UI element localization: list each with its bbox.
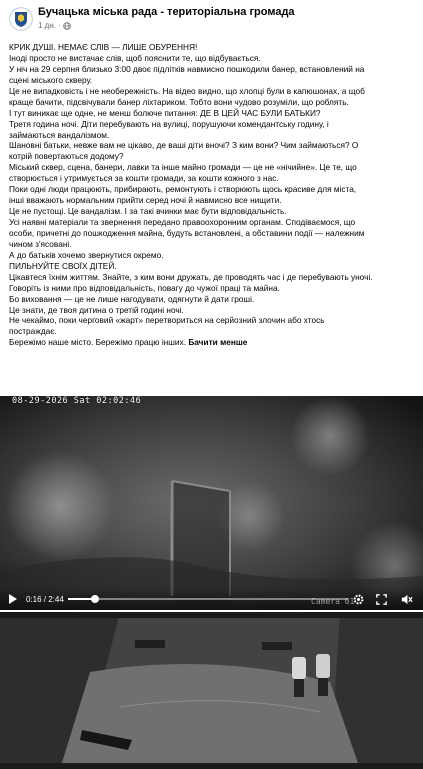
post-line: А до батьків хочемо звернутися окремо. (9, 249, 164, 260)
gear-icon[interactable] (352, 593, 365, 606)
post-line: КРИК ДУШІ. НЕМАЄ СЛІВ — ЛИШЕ ОБУРЕННЯ! (9, 42, 198, 52)
post-time[interactable]: 1 дн. (38, 21, 56, 30)
play-icon[interactable] (9, 594, 17, 604)
volume-icon[interactable] (400, 593, 413, 606)
video-controls (0, 588, 423, 610)
post-last-line (9, 337, 417, 348)
post-line: Бо виховання — це не лише нагодувати, одягнути й дати гроші. (9, 293, 255, 304)
post-line: чином з'ясовані. (9, 238, 72, 249)
square-camera-scene (0, 612, 423, 769)
meta-separator: · (57, 21, 61, 30)
post-line: У ніч на 29 серпня близько 3:00 двоє підлітків навмисно пошкодили банер, встановлений на (9, 63, 365, 74)
post-line: Міський сквер, сцена, банери, лавки та інше майно громади — це не «нічийне». Це те, що (9, 162, 357, 173)
post-line: Усі наявні матеріали та звернення передано правоохоронним органам. Сподіваємося, що (9, 217, 356, 227)
video-progress-bar[interactable] (68, 598, 348, 600)
post-line: Третя година ночі. Діти перебувають на вулиці, порушуючи комендантську годину, і (9, 118, 329, 129)
video-time: 0:16 / 2:44 (26, 595, 64, 604)
post-line: займаються вандалізмом. (9, 129, 110, 140)
post-line: І тут виникає ще одне, не менш болюче питання: ДЕ В ЦЕЙ ЧАС БУЛИ БАТЬКИ? (9, 107, 321, 118)
globe-icon (63, 22, 71, 30)
post-line: інші вважають нормальним прийти серед ночі й навмисно все нищити. (9, 195, 282, 206)
post-line: Цікавтеся їхнім життям. Знайте, з ким вони дружать, де проводять час і де перебувають уночі. (9, 271, 373, 282)
post-line: Шановні батьки, невже вам не цікаво, де ваші діти вночі? З ким вони? Чим займаються? О (9, 140, 359, 151)
camera-label: Camera 01 (311, 597, 355, 606)
post-line: Не чекаймо, поки черговий «жарт» перетвориться на серйозний злочин або хтось (9, 315, 325, 326)
video-progress-handle[interactable] (91, 595, 99, 603)
post-line: особи, причетні до пошкодження майна, будуть встановлені, а обставини події — належним (9, 227, 365, 238)
post-line: Іноді просто не вистачає слів, щоб пояснити те, що відбувається. (9, 52, 261, 63)
see-less-button[interactable]: Бачити менше (188, 337, 248, 348)
post-line: постраждає. (9, 326, 57, 337)
video-frame-stage-camera (0, 396, 423, 610)
post-line: краще бачити, підсвічували банер ліхтариком. Тобто вони чудово розуміли, що роблять. (9, 96, 349, 107)
post-line: Бережімо наше місто. Бережімо працю інших. (9, 337, 186, 348)
video-timestamp: 08-29-2026 Sat 02:02:46 (12, 396, 142, 406)
post-line: Говоріть із ними про відповідальність, повагу до чужої праці та майна. (9, 282, 280, 293)
post-body (9, 42, 417, 348)
post-header (0, 0, 423, 40)
post-line: Це не пустощі. Це вандалізм. І за такі вчинки має бути відповідальність. (9, 206, 287, 217)
fullscreen-icon[interactable] (375, 593, 388, 606)
post-line: створюється і утримується за кошти громади, за кошти кожного з нас. (9, 173, 279, 184)
page-name-link[interactable]: Бучацька міська рада - територіальна громада (38, 6, 295, 18)
post-meta (38, 21, 71, 30)
post-line: сцені міського скверу. (9, 74, 93, 85)
post-line: Поки одні люди працюють, прибирають, ремонтують і створюють щось красиве для міста, (9, 184, 357, 195)
video-player[interactable] (0, 396, 423, 610)
post-line: ПИЛЬНУЙТЕ СВОЇХ ДІТЕЙ. (9, 260, 117, 271)
post-line: Це знати, де твоя дитина о третій годині ночі. (9, 304, 184, 315)
coat-of-arms-icon[interactable] (9, 7, 33, 31)
video-frame-square-camera[interactable] (0, 612, 423, 769)
post-line: Це не випадковість і не необережність. На відео видно, що хлопці були в капюшонах, а щоб (9, 85, 365, 96)
post-line: котрій повертаються додому? (9, 151, 124, 162)
